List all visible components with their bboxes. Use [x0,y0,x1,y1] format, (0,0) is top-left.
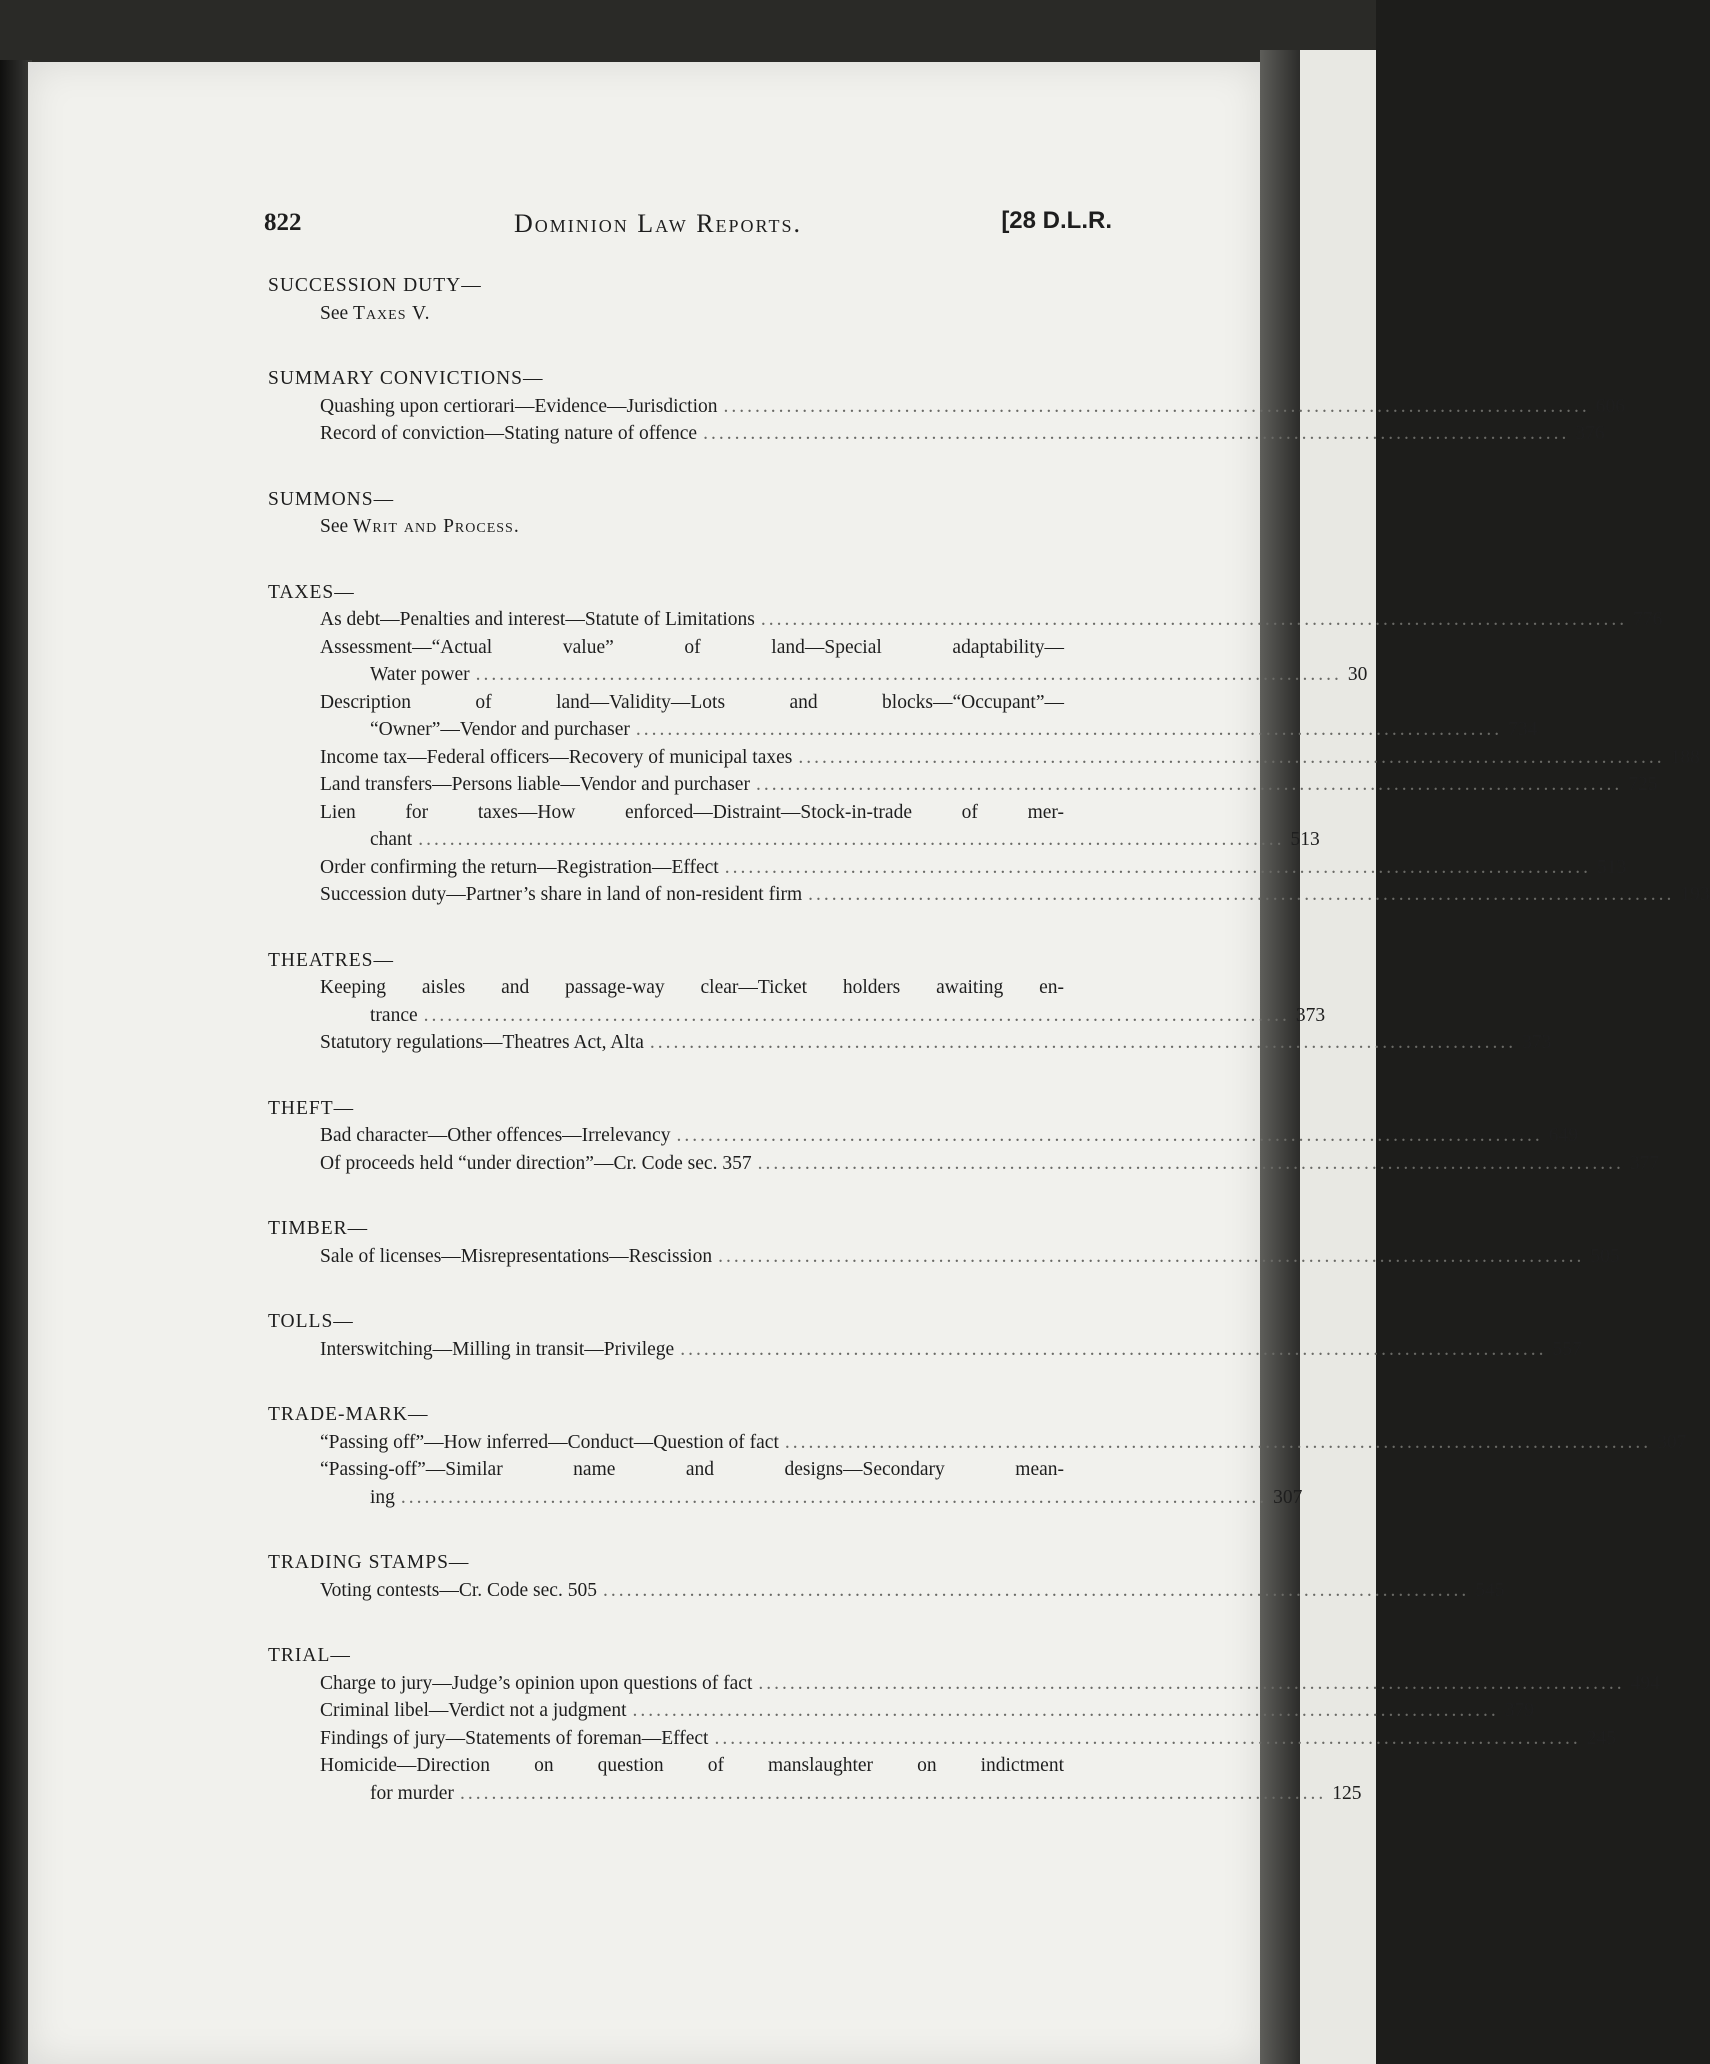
entry-text: Voting contests—Cr. Code sec. 505 [320,1579,597,1601]
index-entry [268,1243,1620,1271]
page-reference: 373 [1295,1004,1326,1026]
dot-leader: .............................................................................................................. [755,774,1623,795]
dot-leader: .............................................................................................................. [680,1338,1547,1360]
index-entry [268,689,1538,744]
index-entry [268,799,1320,854]
index-entry [268,1697,1535,1725]
page-reference: 125 [1332,1782,1362,1804]
entry-text: Order confirming the return—Registration—Effect [320,856,719,878]
running-title: Dominion Law Reports. [514,209,802,238]
book-spine [1260,50,1303,2064]
page-number: 822 [264,209,302,236]
section-heading: TOLLS— [268,1311,354,1332]
entry-text: Charge to jury—Judge’s opinion upon questions of fact [320,1672,753,1694]
cross-reference [268,300,1116,328]
dot-leader: .............................................................................................................. [718,1245,1585,1267]
index-section-theatres [268,947,1552,1057]
index-section-succession-duty [268,272,1116,327]
entry-text: Homicide—Direction on question of manslaughter on indictment [320,1755,1064,1776]
dot-leader: .............................................................................................................. [714,1727,1581,1749]
dot-leader: .............................................................................................................. [635,719,1503,740]
dot-leader: .............................................................................................................. [703,423,1570,444]
entry-text: Bad character—Other offences—Irrelevancy [320,1125,671,1146]
index-entry [268,420,1605,448]
entry-text: Findings of jury—Statements of foreman—Effect [320,1727,709,1749]
dot-leader: .............................................................................................................. [676,1125,1543,1146]
entry-text: Interswitching—Milling in transit—Privilege [320,1338,675,1360]
dot-leader: .............................................................................................................. [649,1032,1517,1053]
entry-continuation [320,1780,1362,1808]
index-section-trade-mark [268,1401,1687,1511]
index-entry [268,1429,1687,1457]
index-entry [268,771,1658,799]
index-entry [268,881,1710,909]
dot-leader: .............................................................................................................. [798,746,1665,768]
page-reference: 377 [1629,1152,1660,1174]
entry-text: Income tax—Federal officers—Recovery of municipal taxes [320,746,793,768]
entry-continuation [320,716,1538,744]
page-reference: 307 [1657,1431,1687,1453]
entry-continuation [320,661,1368,689]
index-entry [268,1725,1616,1753]
index-entry [268,1456,1303,1511]
dot-leader: .............................................................................................................. [602,1579,1470,1601]
index-entry [268,634,1368,689]
section-heading: SUMMONS— [268,488,395,510]
page-reference: 557 [1552,1338,1582,1360]
page-reference: 376 [1575,423,1605,444]
index-entry [268,1336,1582,1364]
see-reference: Writ and Process. [353,516,520,537]
index-entry [268,1577,1505,1605]
entry-text: Record of conviction—Stating nature of offence [320,423,698,444]
page-reference: 188 [1670,746,1700,768]
entry-text: Description of land—Validity—Lots and blocks—“Occupant”— [320,691,1064,713]
index-section-summary-convictions [268,365,1625,448]
dot-leader: .............................................................................................................. [758,1672,1625,1694]
see-label: See [320,302,349,324]
section-heading: TIMBER— [268,1218,369,1239]
entry-text: Quashing upon certiorari—Evidence—Jurisdiction [320,395,718,417]
dot-leader: .............................................................................................................. [400,1486,1268,1508]
index-entry [268,1029,1552,1057]
entry-text-continued: for murder [370,1782,454,1804]
see-label: See [320,516,349,537]
entry-text: Of proceeds held “under direction”—Cr. Code sec. 357 [320,1152,752,1174]
page-reference: 513 [1596,856,1627,878]
entry-text: Assessment—“Actual value” of land—Special adaptability— [320,636,1064,658]
entry-text: Sale of licenses—Misrepresentations—Rescission [320,1245,713,1267]
entry-text-continued: trance [370,1004,418,1026]
page-reference: 776 [1633,609,1663,630]
entry-text: Statutory regulations—Theatres Act, Alta [320,1032,644,1053]
entry-continuation [320,826,1320,854]
cross-reference [268,513,1116,541]
page-reference: 505 [1590,1245,1620,1267]
see-reference: Taxes V. [353,302,431,324]
index-entry [268,1670,1660,1698]
entry-text-continued: Water power [370,664,470,685]
entry-text: “Passing off”—How inferred—Conduct—Question of fact [320,1431,779,1453]
dot-leader: .............................................................................................................. [632,1700,1499,1721]
entry-text-continued: “Owner”—Vendor and purchaser [370,719,630,740]
index-entry [268,1150,1660,1178]
page-reference: 734 [1508,719,1538,740]
section-heading: TAXES— [268,581,355,603]
dot-leader: .............................................................................................................. [724,856,1591,878]
page-reference: 649 [1548,1125,1578,1146]
page-reference: 725 [1628,774,1658,795]
entry-text: Lien for taxes—How enforced—Distraint—Stock-in-trade of mer- [320,801,1064,823]
entry-text-continued: ing [370,1486,395,1508]
index-section-tolls [268,1308,1582,1363]
dot-leader: .............................................................................................................. [459,1782,1327,1804]
page-reference: 513 [1290,829,1320,850]
index-content [268,272,1710,1845]
dot-leader: .............................................................................................................. [418,829,1285,850]
index-entry [268,606,1663,634]
section-heading: THEFT— [268,1097,355,1119]
entry-text: Criminal libel—Verdict not a judgment [320,1700,627,1721]
entry-text: “Passing-off”—Similar name and designs—Secondary mean- [320,1459,1064,1480]
index-entry [268,854,1627,882]
index-section-trial [268,1642,1660,1807]
section-heading: SUCCESSION DUTY— [268,275,482,296]
index-entry [268,744,1700,772]
page-header [264,207,1112,247]
section-heading: THEATRES— [268,949,394,971]
section-heading: TRADING STAMPS— [268,1552,470,1573]
entry-text: As debt—Penalties and interest—Statute of Limitations [320,609,755,630]
page-reference: 193 [1680,884,1710,905]
index-section-trading-stamps [268,1549,1505,1604]
facing-page-edge [1300,50,1376,2064]
entry-text: Land transfers—Persons liable—Vendor and purchaser [320,774,750,795]
index-section-theft [268,1095,1660,1178]
page-reference: 307 [1273,1486,1303,1508]
index-entry [268,1752,1362,1807]
entry-text-continued: chant [370,829,413,850]
dot-leader: .............................................................................................................. [784,1431,1652,1453]
page-reference: 606 [1595,395,1625,417]
dot-leader: .............................................................................................................. [475,664,1342,685]
section-heading: SUMMARY CONVICTIONS— [268,368,544,389]
dot-leader: .............................................................................................................. [760,609,1628,630]
page-reference: 494 [1630,1672,1660,1694]
index-section-taxes [268,579,1710,909]
index-section-summons [268,486,1116,541]
index-entry [268,1122,1578,1150]
index-section-timber [268,1215,1620,1270]
page-reference: 30 [1347,664,1368,685]
page-reference: 545 [1475,1579,1505,1601]
entry-continuation [320,1002,1326,1030]
scan-background-top [0,0,1376,70]
index-entry [268,974,1326,1029]
page-reference: 373 [1522,1032,1552,1053]
page-reference: 245 [1586,1727,1616,1749]
index-entry [268,393,1625,421]
dot-leader: .............................................................................................................. [757,1152,1624,1174]
volume-reference: [28 D.L.R. [1001,207,1112,234]
page-reference: 379 [1504,1700,1535,1721]
dot-leader: .............................................................................................................. [423,1004,1290,1026]
dot-leader: .............................................................................................................. [723,395,1590,417]
section-heading: TRIAL— [268,1645,351,1666]
dot-leader: .............................................................................................................. [808,884,1675,905]
section-heading: TRADE-MARK— [268,1404,429,1425]
entry-text: Keeping aisles and passage-way clear—Ticket holders awaiting en- [320,977,1064,998]
entry-text: Succession duty—Partner’s share in land of non-resident firm [320,884,803,905]
entry-continuation [320,1484,1303,1512]
